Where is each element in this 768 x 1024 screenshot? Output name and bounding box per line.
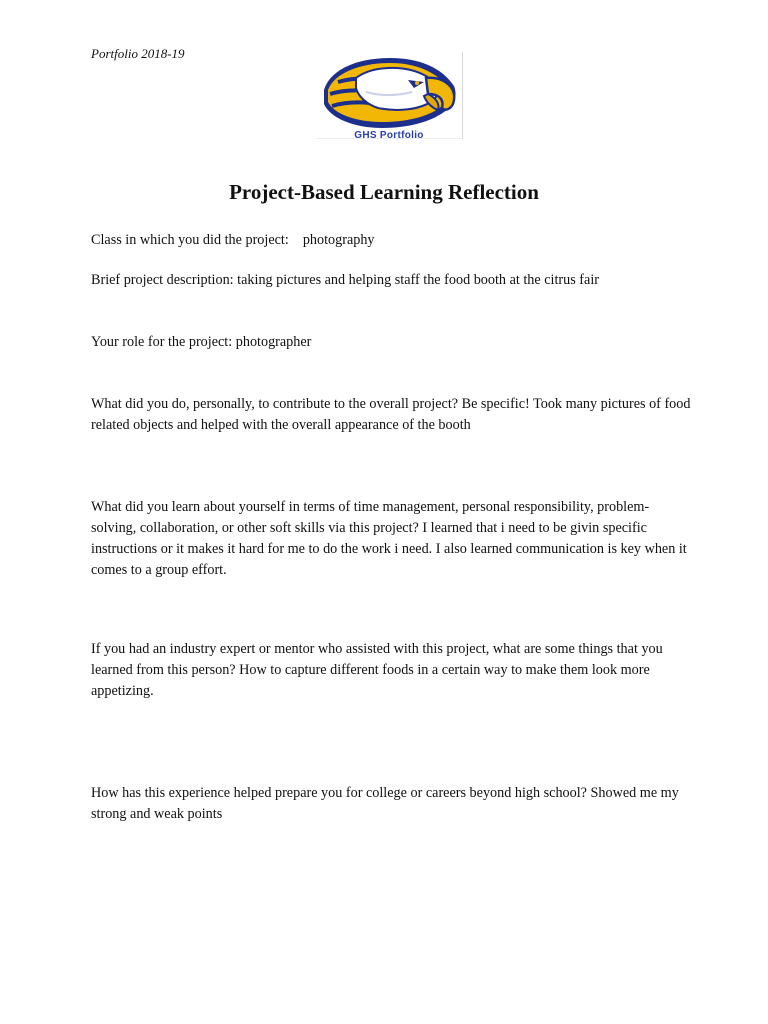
question-self-learning: [91, 497, 691, 581]
question-mentor: [91, 639, 691, 702]
question-label: What did you learn about yourself in terms of time management, personal responsibility, problem-solving, collaboration, or other soft skills via this project?: [91, 499, 650, 536]
answer-text: Showed me my strong and weak points: [91, 785, 679, 822]
eagle-head-icon: [316, 52, 462, 138]
question-role: [91, 332, 691, 353]
page-title: Project-Based Learning Reflection: [229, 180, 539, 204]
portfolio-header: Portfolio 2018-19: [91, 46, 185, 61]
question-preparation: [91, 783, 691, 825]
question-contribution: [91, 394, 691, 436]
answer-text: taking pictures and helping staff the food booth at the citrus fair: [237, 272, 599, 288]
question-label: If you had an industry expert or mentor who assisted with this project, what are some things that you learned from this person?: [91, 641, 663, 678]
answer-text: photographer: [235, 334, 312, 350]
question-label: How has this experience helped prepare you for college or careers beyond high school?: [91, 785, 587, 801]
question-label: Brief project description:: [91, 272, 234, 288]
answer-text: I learned that i need to be givin specific instructions or it makes it hard for me to do the work i need. I also learned communication is key when it comes to a group effort.: [91, 520, 687, 578]
question-description: [91, 270, 691, 291]
answer-text: Took many pictures of food related objects and helped with the overall appearance of the booth: [91, 396, 691, 433]
answer-text: How to capture different foods in a certain way to make them look more appetizing.: [91, 662, 650, 699]
logo-caption: GHS Portfolio: [354, 130, 424, 139]
answer-text: photography: [302, 232, 375, 248]
question-label: Your role for the project:: [91, 334, 233, 350]
question-label: Class in which you did the project:: [91, 232, 289, 248]
question-class: [91, 230, 691, 251]
eagle-logo: [316, 52, 463, 139]
question-label: What did you do, personally, to contribute to the overall project? Be specific!: [91, 396, 530, 412]
